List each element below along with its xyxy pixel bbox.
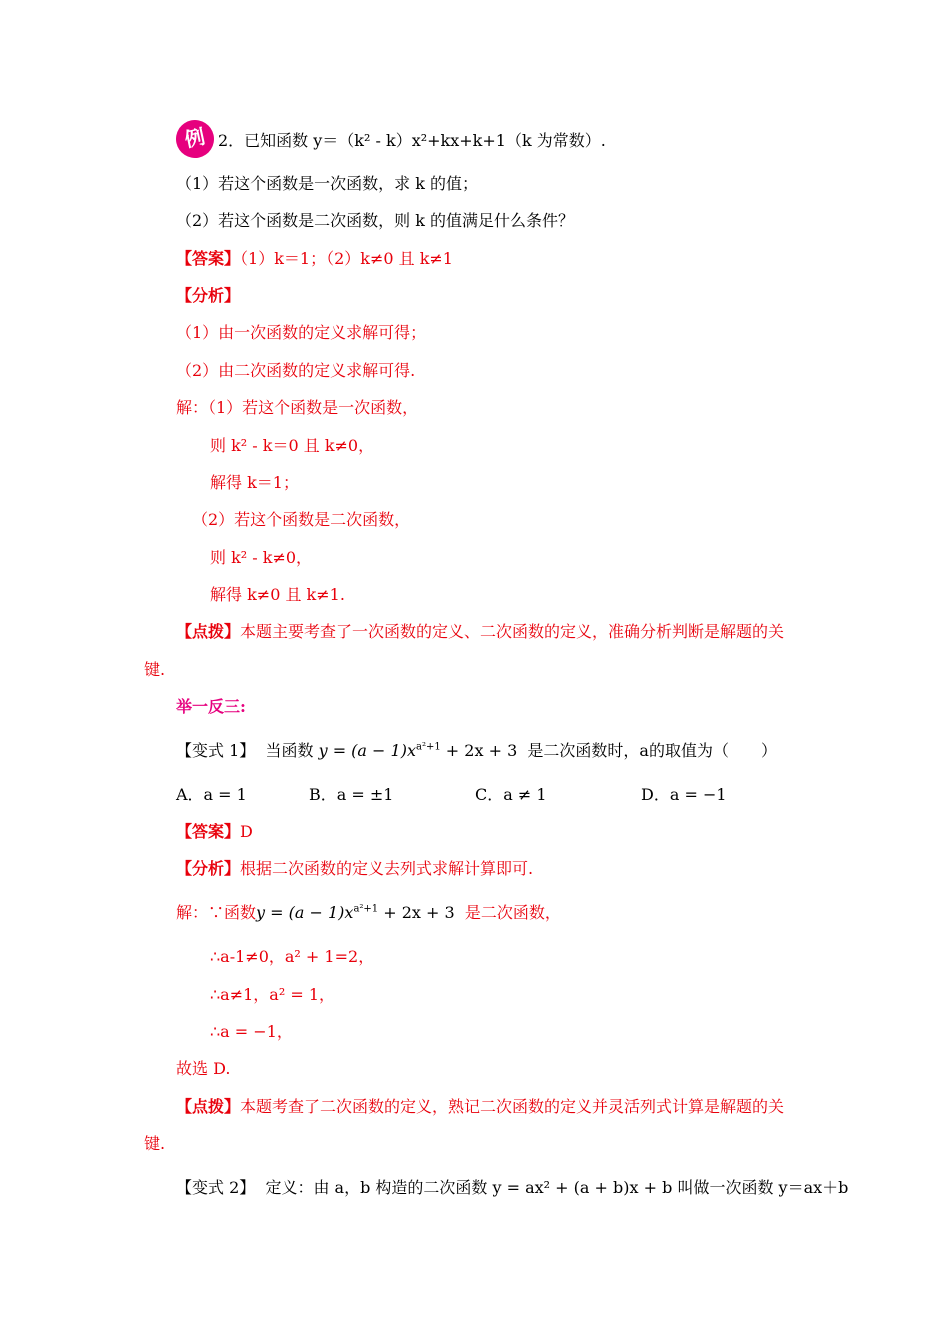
variant1-sol-pre: 解：∵函数	[176, 903, 257, 922]
tip-tag: 【点拨】	[176, 622, 241, 641]
option-d: D．a = −1	[641, 785, 727, 804]
variant1-tip-tag: 【点拨】	[176, 1097, 241, 1116]
variant1-sol-post: 是二次函数，	[464, 903, 561, 922]
answer-line	[176, 249, 453, 269]
question-part-2: （2）若这个函数是二次函数，则 k 的值满足什么条件？	[176, 211, 575, 230]
variant1-sol-exponent: a²+1	[353, 903, 379, 915]
variant1-question-pre: 当函数	[265, 741, 314, 760]
variant1-tip-text: 本题考查了二次函数的定义，熟记二次函数的定义并灵活列式计算是解题的关	[240, 1097, 785, 1116]
option-c: C．a ≠ 1	[475, 785, 547, 804]
variant1-step-3: ∴a = −1，	[210, 1022, 293, 1041]
variant1-sol-formula: y = (a − 1)x	[256, 903, 354, 922]
option-b: B．a = ±1	[309, 785, 394, 804]
analysis-line-2: （2）由二次函数的定义求解可得.	[176, 361, 416, 380]
variant2-question	[176, 1178, 848, 1198]
variant1-answer	[176, 822, 253, 842]
answer-tag: 【答案】	[176, 249, 241, 268]
variant1-step-1: ∴a-1≠0，a² + 1=2，	[210, 947, 375, 966]
solution-line-3: 解得 k＝1；	[210, 473, 299, 492]
analysis-tag: 【分析】	[176, 286, 241, 305]
solution-line-2: 则 k² - k＝0 且 k≠0，	[210, 436, 375, 455]
section-title: 举一反三:	[176, 697, 246, 716]
tip-line	[176, 622, 784, 642]
variant1-formula: y = (a − 1)x	[318, 741, 416, 760]
tip-text: 本题主要考查了一次函数的定义、二次函数的定义，准确分析判断是解题的关	[240, 622, 785, 641]
solution-line-4: （2）若这个函数是二次函数，	[192, 510, 411, 529]
variant1-step-2: ∴a≠1，a² = 1，	[210, 985, 336, 1004]
variant1-tip-end: 键.	[144, 1134, 166, 1153]
variant2-text: 定义：由 a，b 构造的二次函数 y = ax² + (a + b)x + b 叫做一次函数 y＝ax＋b	[265, 1178, 849, 1197]
option-a: A．a = 1	[176, 785, 247, 804]
solution-line-6: 解得 k≠0 且 k≠1.	[210, 585, 345, 604]
variant1-answer-tag: 【答案】	[176, 822, 241, 841]
variant1-question	[176, 741, 777, 761]
analysis-line-1: （1）由一次函数的定义求解可得；	[176, 323, 427, 342]
variant1-tip	[176, 1097, 784, 1117]
variant1-analysis-text: 根据二次函数的定义去列式求解计算即可.	[240, 859, 534, 878]
variant1-answer-text: D	[240, 822, 253, 841]
variant1-choose: 故选 D.	[176, 1059, 231, 1078]
variant1-sol-formula-tail: + 2x + 3	[378, 903, 455, 922]
example-question: 2．已知函数 y＝（k² - k）x²+kx+k+1（k 为常数）.	[218, 131, 606, 150]
variant1-analysis-tag: 【分析】	[176, 859, 241, 878]
variant1-analysis	[176, 859, 533, 879]
variant1-formula-tail: + 2x + 3	[440, 741, 518, 760]
solution-line-5: 则 k² - k≠0，	[210, 548, 313, 567]
variant2-tag: 【变式 2】	[176, 1178, 256, 1197]
example-badge-icon: 例	[172, 116, 217, 161]
tip-end: 键.	[144, 660, 166, 679]
answer-text: （1）k＝1；（2）k≠0 且 k≠1	[240, 249, 453, 268]
solution-line-1: 解：（1）若这个函数是一次函数，	[176, 398, 419, 417]
variant1-exponent: a²+1	[415, 741, 441, 753]
variant1-tag: 【变式 1】	[176, 741, 256, 760]
variant1-solution	[176, 903, 561, 923]
variant1-question-post: 是二次函数时，a的取值为（ ）	[527, 741, 777, 760]
question-part-1: （1）若这个函数是一次函数，求 k 的值；	[176, 174, 479, 193]
